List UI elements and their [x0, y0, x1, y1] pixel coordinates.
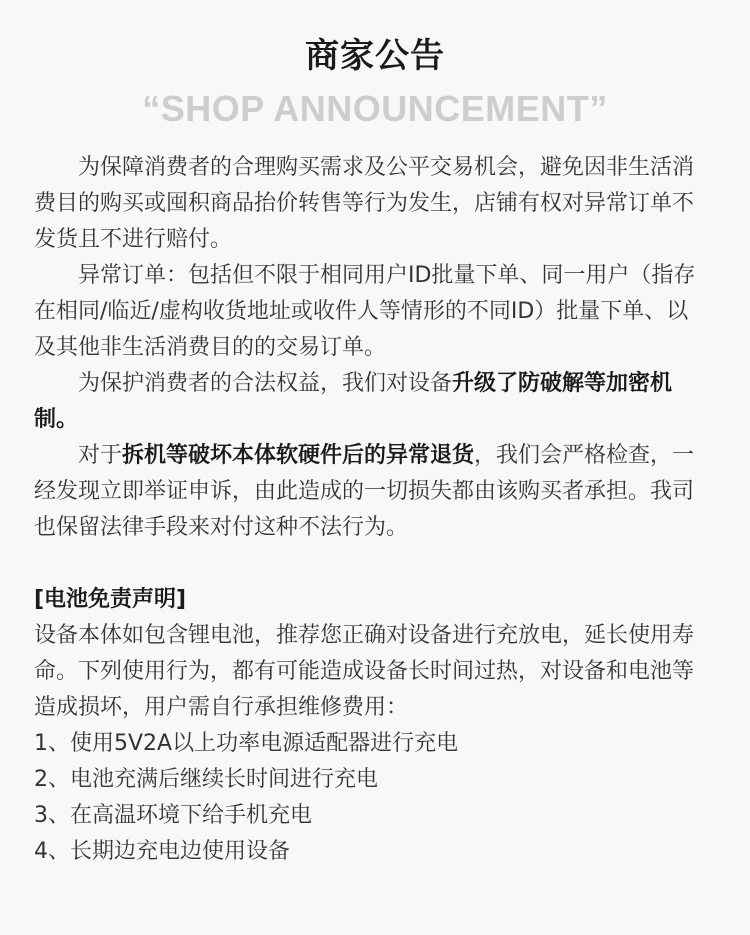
page-title: 商家公告 [305, 36, 445, 76]
page-subtitle: “SHOP ANNOUNCEMENT” [142, 88, 608, 129]
announcement-body [34, 150, 710, 870]
returns-emphasis: 拆机等破坏本体软硬件后的异常退货 [122, 443, 475, 468]
paragraph-anti-crack [34, 366, 710, 438]
list-item: 2、电池充满后继续长时间进行充电 [34, 767, 378, 792]
list-item: 4、长期边充电边使用设备 [34, 839, 290, 864]
returns-text-lead: 对于 [78, 443, 123, 468]
anti-crack-text: 为保护消费者的合法权益，我们对设备 [78, 371, 453, 396]
section-spacer [34, 546, 710, 582]
paragraph-abnormal-returns [34, 438, 710, 546]
list-item: 3、在高温环境下给手机充电 [34, 803, 312, 828]
paragraph-purchase-policy: 为保障消费者的合理购买需求及公平交易机会，避免因非生活消费目的购买或囤积商品抬价转售等行为发生，店铺有权对异常订单不发货且不进行赔付。 [34, 155, 695, 252]
battery-disclaimer-heading: [电池免责声明] [34, 587, 187, 612]
battery-disclaimer-intro: 设备本体如包含锂电池，推荐您正确对设备进行充放电，延长使用寿命。下列使用行为，都有可能造成设备长时间过热，对设备和电池等造成损坏，用户需自行承担维修费用： [34, 623, 695, 720]
anti-crack-emphasis: 升级了防破解等加密机制。 [34, 371, 673, 432]
returns-text-rest: ，我们会严格检查，一经发现立即举证申诉，由此造成的一切损失都由该购买者承担。我司也保留法律手段来对付这种不法行为。 [34, 443, 695, 540]
paragraph-abnormal-orders: 异常订单：包括但不限于相同用户ID批量下单、同一用户（指存在相同/临近/虚构收货地址或收件人等情形的不同ID）批量下单、以及其他非生活消费目的的交易订单。 [34, 263, 696, 360]
list-item: 1、使用5V2A以上功率电源适配器进行充电 [34, 731, 459, 756]
